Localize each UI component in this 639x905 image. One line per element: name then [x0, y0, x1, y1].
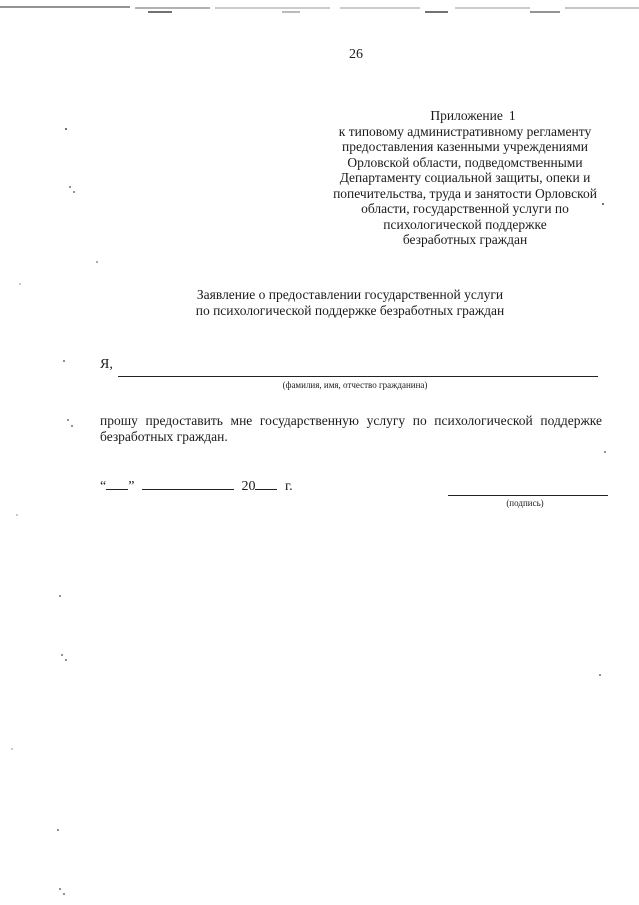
date-row [100, 478, 293, 495]
month-field[interactable] [142, 478, 234, 490]
document-title-line: Заявление о предоставлении государственной услуги [196, 287, 504, 302]
document-title-line: по психологической поддержке безработных граждан [195, 303, 505, 318]
appendix-line: к типовому административному регламенту [338, 123, 592, 139]
appendix-title-word: Приложение [430, 108, 503, 123]
date-close-quote: ” [128, 479, 135, 494]
appendix-line: Департаменту социальной защиты, опеки и [339, 170, 591, 185]
document-title [170, 287, 530, 319]
year-suffix: г. [284, 479, 293, 494]
year-field[interactable] [255, 478, 277, 490]
applicant-caption: (фамилия, имя, отчество гражданина) [282, 380, 428, 390]
page-number: 26 [349, 47, 363, 62]
signature-caption: (подпись) [506, 498, 544, 508]
appendix-line: попечительства, труда и занятости Орловской [333, 185, 597, 201]
appendix-block [320, 108, 610, 248]
applicant-name-field[interactable] [118, 376, 598, 377]
day-field[interactable] [106, 478, 128, 490]
applicant-row [100, 357, 600, 379]
request-text-line: прошу предоставить мне государственную услугу по психологической поддержке [100, 413, 602, 428]
appendix-line: психологической поддержке [383, 216, 547, 232]
signature-field[interactable] [448, 495, 608, 496]
appendix-line: Орловской области, подведомственными [347, 154, 583, 170]
request-text-line: безработных граждан. [100, 429, 228, 444]
appendix-line: безработных граждан [402, 232, 528, 247]
date-open-quote: “ [100, 479, 107, 494]
appendix-line: предоставления казенными учреждениями [342, 139, 588, 154]
year-prefix: 20 [241, 479, 256, 494]
applicant-prefix: Я, [100, 357, 113, 372]
appendix-title [320, 108, 610, 124]
appendix-line: области, государственной услуги по [361, 201, 569, 216]
scan-artifact-top [0, 4, 639, 18]
appendix-number: 1 [508, 108, 516, 123]
